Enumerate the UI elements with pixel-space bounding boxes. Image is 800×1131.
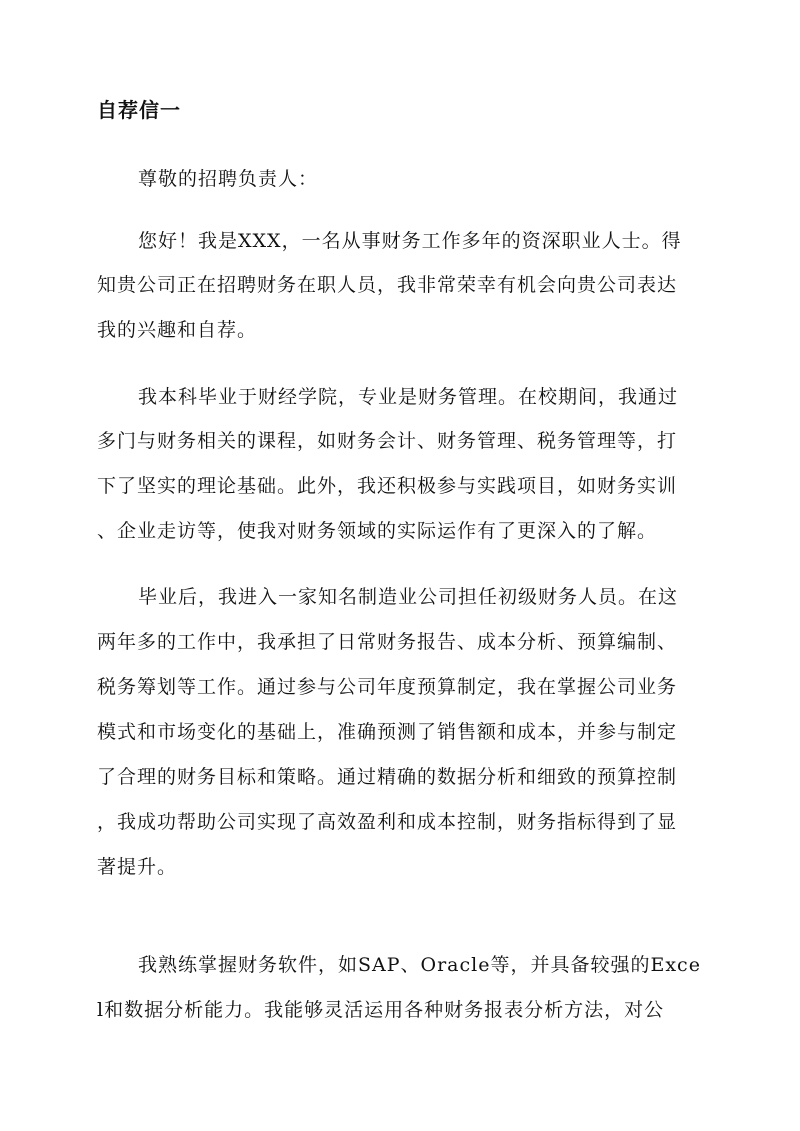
paragraph-3-line-1: 毕业后，我进入一家知名制造业公司担任初级财务人员。在这 [138, 586, 679, 608]
paragraph-1-line-2: 知贵公司正在招聘财务在职人员，我非常荣幸有机会向贵公司表达 [97, 274, 678, 296]
paragraph-3-line-4: 模式和市场变化的基础上，准确预测了销售额和成本，并参与制定 [97, 721, 678, 743]
paragraph-2-line-4: 、企业走访等，使我对财务领域的实际运作有了更深入的了解。 [97, 520, 658, 542]
paragraph-2-line-3: 下了坚实的理论基础。此外，我还积极参与实践项目，如财务实训 [97, 475, 678, 497]
paragraph-3-line-7: 著提升。 [97, 856, 178, 878]
paragraph-4-line-2: l和数据分析能力。我能够灵活运用各种财务报表分析方法，对公 [97, 999, 665, 1021]
paragraph-1-line-3: 我的兴趣和自荐。 [97, 319, 258, 341]
document-title: 自荐信一 [97, 98, 181, 122]
paragraph-3-line-6: ，我成功帮助公司实现了高效盈利和成本控制，财务指标得到了显 [97, 811, 678, 833]
paragraph-2-line-2: 多门与财务相关的课程，如财务会计、财务管理、税务管理等，打 [97, 430, 678, 452]
paragraph-3-line-2: 两年多的工作中，我承担了日常财务报告、成本分析、预算编制、 [97, 631, 678, 653]
paragraph-3-line-3: 税务筹划等工作。通过参与公司年度预算制定，我在掌握公司业务 [97, 676, 678, 698]
paragraph-3-line-5: 了合理的财务目标和策略。通过精确的数据分析和细致的预算控制 [97, 766, 678, 788]
salutation: 尊敬的招聘负责人： [138, 168, 319, 190]
paragraph-1-line-1: 您好！我是XXX，一名从事财务工作多年的资深职业人士。得 [138, 230, 682, 252]
paragraph-2-line-1: 我本科毕业于财经学院，专业是财务管理。在校期间，我通过 [138, 386, 679, 408]
paragraph-4-line-1: 我熟练掌握财务软件，如SAP、Oracle等，并具备较强的Exce [138, 954, 701, 976]
